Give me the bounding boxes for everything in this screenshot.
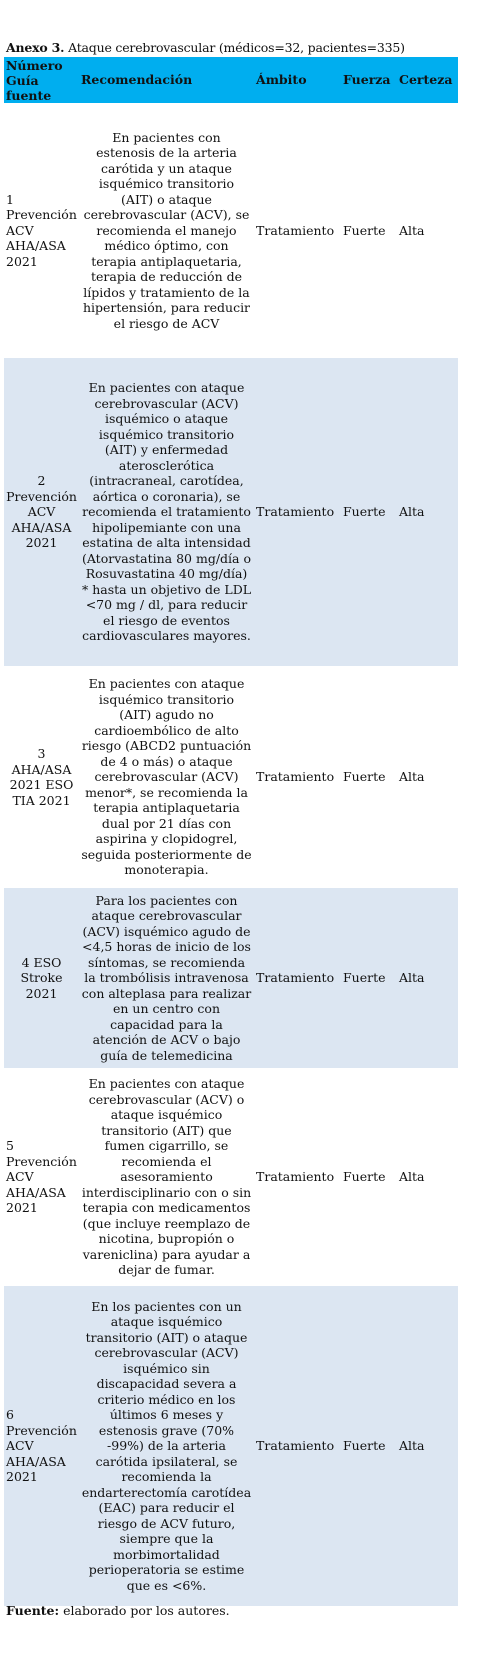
cell-certeza: Alta — [399, 504, 425, 520]
header-recomendacion: Recomendación — [81, 72, 193, 88]
cell-numero: 2 Prevención ACV AHA/ASA 2021 — [6, 473, 77, 551]
table-source-note — [6, 1603, 230, 1618]
cell-fuerza: Fuerte — [343, 504, 386, 520]
cell-certeza: Alta — [399, 1169, 425, 1185]
source-text: elaborado por los autores. — [63, 1603, 230, 1618]
header-numero: Número Guía fuente — [6, 57, 63, 103]
table-caption — [6, 40, 405, 55]
table-row — [4, 666, 458, 888]
cell-numero: 4 ESO Stroke 2021 — [20, 954, 63, 1001]
caption-label: Anexo 3. — [6, 40, 65, 55]
cell-certeza: Alta — [399, 222, 425, 238]
cell-certeza: Alta — [399, 970, 425, 986]
table-row — [4, 888, 458, 1068]
cell-recomendacion: En pacientes con ataque cerebrovascular (ACV) o ataque isquémico transitorio (AIT) que fumen cigarrillo, se recomienda el asesoramiento interdisciplinario con o sin terapia con medicamentos (que incluye reemplazo de nicotina, bupropión o vareniclina) para ayudar a dejar de fumar. — [81, 1076, 252, 1278]
caption-text: Ataque cerebrovascular (médicos=32, pacientes=335) — [68, 40, 405, 55]
cell-fuerza: Fuerte — [343, 1169, 386, 1185]
cell-ambito: Tratamiento — [256, 1169, 335, 1185]
cell-fuerza: Fuerte — [343, 1438, 386, 1454]
source-label: Fuente: — [6, 1603, 60, 1618]
cell-fuerza: Fuerte — [343, 769, 386, 785]
table-row — [4, 1068, 458, 1286]
cell-certeza: Alta — [399, 769, 425, 785]
recommendations-table — [4, 57, 458, 1606]
cell-certeza: Alta — [399, 1438, 425, 1454]
cell-ambito: Tratamiento — [256, 222, 335, 238]
table-row — [4, 358, 458, 666]
header-ambito: Ámbito — [256, 72, 307, 88]
cell-ambito: Tratamiento — [256, 970, 335, 986]
cell-numero: 3 AHA/ASA 2021 ESO TIA 2021 — [9, 746, 74, 808]
cell-recomendacion: En pacientes con estenosis de la arteria carótida y un ataque isquémico transitorio (AIT) o ataque cerebrovascular (ACV), se recomienda el manejo médico óptimo, con terapia antiplaquetaria, terapia de reducción de lípidos y tratamiento de la hipertensión, para reducir el riesgo de ACV — [82, 129, 251, 331]
cell-numero: 6 Prevención ACV AHA/ASA 2021 — [6, 1407, 77, 1485]
cell-ambito: Tratamiento — [256, 504, 335, 520]
table-row — [4, 103, 458, 358]
cell-ambito: Tratamiento — [256, 769, 335, 785]
table-header-row — [4, 57, 458, 103]
cell-fuerza: Fuerte — [343, 222, 386, 238]
cell-recomendacion: En los pacientes con un ataque isquémico transitorio (AIT) o ataque cerebrovascular (ACV) isquémico sin discapacidad severa a criterio médico en los últimos 6 meses y estenosis grave (70% -99%) de la arteria carótida ipsilateral, se recomienda la endarterectomía carotídea (EAC) para reducir el riesgo de ACV futuro, siempre que la morbimortalidad perioperatoria se estime que es <6%. — [81, 1298, 252, 1593]
cell-ambito: Tratamiento — [256, 1438, 335, 1454]
table-row — [4, 1286, 458, 1606]
header-fuerza: Fuerza — [343, 72, 391, 88]
cell-recomendacion: En pacientes con ataque isquémico transitorio (AIT) agudo no cardioembólico de alto riesgo (ABCD2 puntuación de 4 o más) o ataque cerebrovascular (ACV) menor*, se recomienda la terapia antiplaquetaria dual por 21 días con aspirina y clopidogrel, seguida posteriormente de monoterapia. — [81, 676, 252, 878]
cell-recomendacion: Para los pacientes con ataque cerebrovascular (ACV) isquémico agudo de <4,5 horas de inicio de los síntomas, se recomienda la trombólisis intravenosa con alteplasa para realizar en un centro con capacidad para la atención de ACV o bajo guía de telemedicina — [81, 892, 252, 1063]
cell-numero: 1 Prevención ACV AHA/ASA 2021 — [6, 191, 77, 269]
cell-fuerza: Fuerte — [343, 970, 386, 986]
cell-numero: 5 Prevención ACV AHA/ASA 2021 — [6, 1138, 77, 1216]
cell-recomendacion: En pacientes con ataque cerebrovascular (ACV) isquémico o ataque isquémico transitorio (AIT) y enfermedad aterosclerótica (intracraneal, carotídea, aórtica o coronaria), se recomienda el tratamiento hipolipemiante con una estatina de alta intensidad (Atorvastatina 80 mg/día o Rosuvastatina 40 mg/día) * hasta un objetivo de LDL <70 mg / dl, para reducir el riesgo de eventos cardiovasculares mayores. — [81, 380, 252, 644]
header-certeza: Certeza — [399, 72, 453, 88]
